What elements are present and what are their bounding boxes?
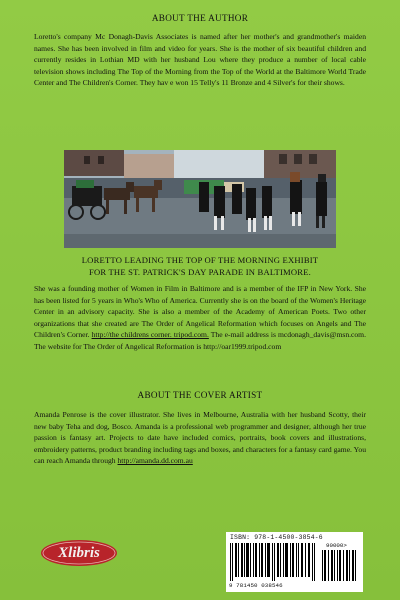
barcode-number: 9 781450 038546 <box>229 582 283 589</box>
isbn-barcode-box <box>226 532 363 592</box>
xlibris-logo <box>40 539 118 567</box>
bio-text-part-1: She was a founding mother of Women in Film in Baltimore and is a member of the IFP in New York. She has been listed for 5 years in Who's Who of America. Currently she is on the board of the Women's Heritage Center in an advisory capacity. She is also a member of the Academy of American Poets. Two other organizations that she created are The Order of Angelical Reformation which focuses on Angels and The Children's Corner. <box>34 284 366 340</box>
isbn-label: ISBN: 978-1-4500-3854-6 <box>230 534 323 541</box>
bio-text-part-2: The e-mail address is mcdonagh_davis@msn.com. The website for The Order of Angelical Reformation is http://oar1999.tripod.com <box>34 330 366 351</box>
photo-caption-line-2: FOR THE ST. PATRICK'S DAY PARADE IN BALTIMORE. <box>88 266 312 277</box>
photo-caption-line-1: LORETTO LEADING THE TOP OF THE MORNING EXHIBIT <box>81 255 319 265</box>
xlibris-logo-text: Xlibris <box>58 545 100 561</box>
parade-photo <box>64 150 336 248</box>
about-artist-heading: ABOUT THE COVER ARTIST <box>137 390 263 400</box>
childrens-corner-link[interactable]: http://the childrens corner. tripod.com. <box>91 330 209 340</box>
about-author-heading: ABOUT THE AUTHOR <box>151 13 249 23</box>
main-barcode <box>230 543 316 581</box>
parade-photo-image <box>64 150 336 248</box>
amanda-website-link[interactable]: http://amanda.dd.com.au <box>117 456 193 466</box>
barcode-addon-number: 90000> <box>326 542 347 549</box>
author-paragraph: Loretto's company Mc Donagh-Davis Associates is named after her mother's and grandmother's maiden names. She has been involved in film and video for years. She is the mother of six beautiful children and currently resides in Lothian MD with her husband Lou where they produce a number of local cable television shows including The Top of the Morning from the Top of the World at the Baltimore World Trade Center and The Children's Corner. They hav e won 15 Telly's 11 Bronze and 4 Silver's for their shows. <box>34 32 366 88</box>
photo-caption <box>30 255 370 278</box>
artist-paragraph <box>34 409 366 467</box>
bio-paragraph <box>34 283 366 353</box>
artist-text: Amanda Penrose is the cover illustrator. She lives in Melbourne, Australia with her husband Scotty, their new baby Teha and dog, Bosco. Amanda is a professional web programmer and designer, although her true passion is fantasy art. Projects to date have included comics, portraits, book covers and illustrations, embroidery patterns, product branding including tags and boxes, and characters for a fantasy card game. You can reach Amanda through <box>34 410 366 466</box>
addon-barcode <box>322 550 358 581</box>
